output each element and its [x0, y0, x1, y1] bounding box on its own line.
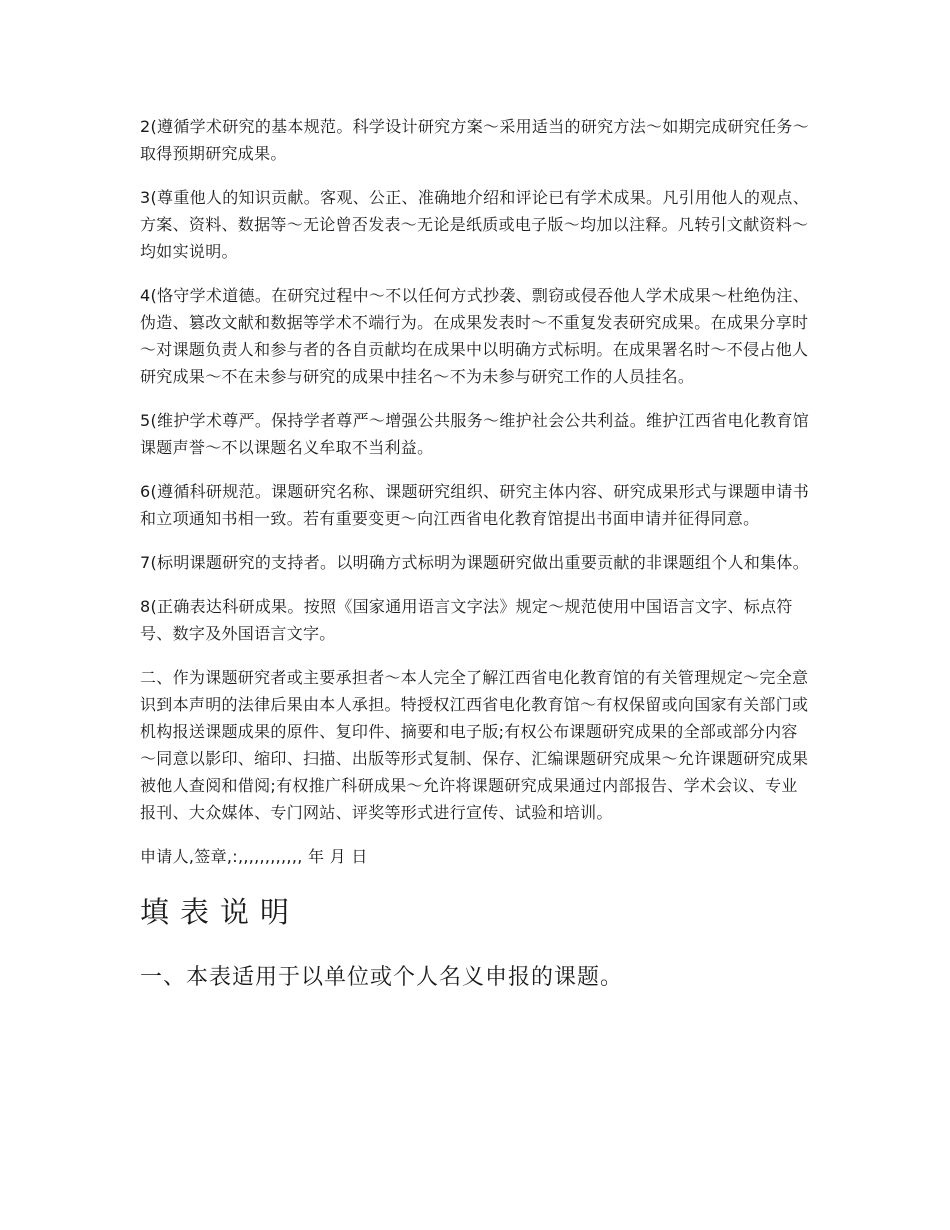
- paragraph-item-7: 7(标明课题研究的支持者。以明确方式标明为课题研究做出重要贡献的非课题组个人和集体。: [140, 553, 810, 572]
- paragraph-item-6: 6(遵循科研规范。课题研究名称、课题研究组织、研究主体内容、研究成果形式与课题申请书和立项通知书相一致。若有重要变更～向江西省电化教育馆提出书面申请并征得同意。: [140, 482, 810, 528]
- instruction-item-1: 一、本表适用于以单位或个人名义申报的课题。: [140, 965, 624, 990]
- section-heading: 填表说明: [140, 895, 301, 929]
- authorization-paragraph: 二、作为课题研究者或主要承担者～本人完全了解江西省电化教育馆的有关管理规定～完全意识到本声明的法律后果由本人承担。特授权江西省电化教育馆～有权保留或向国家有关部门或机构报送课题成果的原件、复印件、摘要和电子版;有权公布课题研究成果的全部或部分内容～同意以影印、缩印、扫描、出版等形式复制、保存、汇编课题研究成果～允许课题研究成果被他人查阅和借阅;有权推广科研成果～允许将课题研究成果通过内部报告、学术会议、专业报刊、大众媒体、专门网站、评奖等形式进行宣传、试验和培训。: [140, 668, 809, 822]
- paragraph-item-2: 2(遵循学术研究的基本规范。科学设计研究方案～采用适当的研究方法～如期完成研究任务～取得预期研究成果。: [140, 117, 810, 163]
- paragraph-item-5: 5(维护学术尊严。保持学者尊严～增强公共服务～维护社会公共利益。维护江西省电化教育馆课题声誉～不以课题名义牟取不当利益。: [140, 411, 810, 457]
- paragraph-item-3: 3(尊重他人的知识贡献。客观、公正、准确地介绍和评论已有学术成果。凡引用他人的观点、方案、资料、数据等～无论曾否发表～无论是纸质或电子版～均加以注释。凡转引文献资料～均如实说明。: [140, 188, 810, 261]
- signature-line: 申请人,签章,:,,,,,,,,,,,, 年 月 日: [140, 847, 368, 866]
- document-page: [140, 113, 810, 995]
- paragraph-item-4: 4(恪守学术道德。在研究过程中～不以任何方式抄袭、剽窃或侵吞他人学术成果～杜绝伪注、伪造、篡改文献和数据等学术不端行为。在成果发表时～不重复发表研究成果。在成果分享时～对课题负责人和参与者的各自贡献均在成果中以明确方式标明。在成果署名时～不侵占他人研究成果～不在未参与研究的成果中挂名～不为未参与研究工作的人员挂名。: [140, 286, 810, 386]
- paragraph-item-8: 8(正确表达科研成果。按照《国家通用语言文字法》规定～规范使用中国语言文字、标点符号、数字及外国语言文字。: [140, 597, 793, 643]
